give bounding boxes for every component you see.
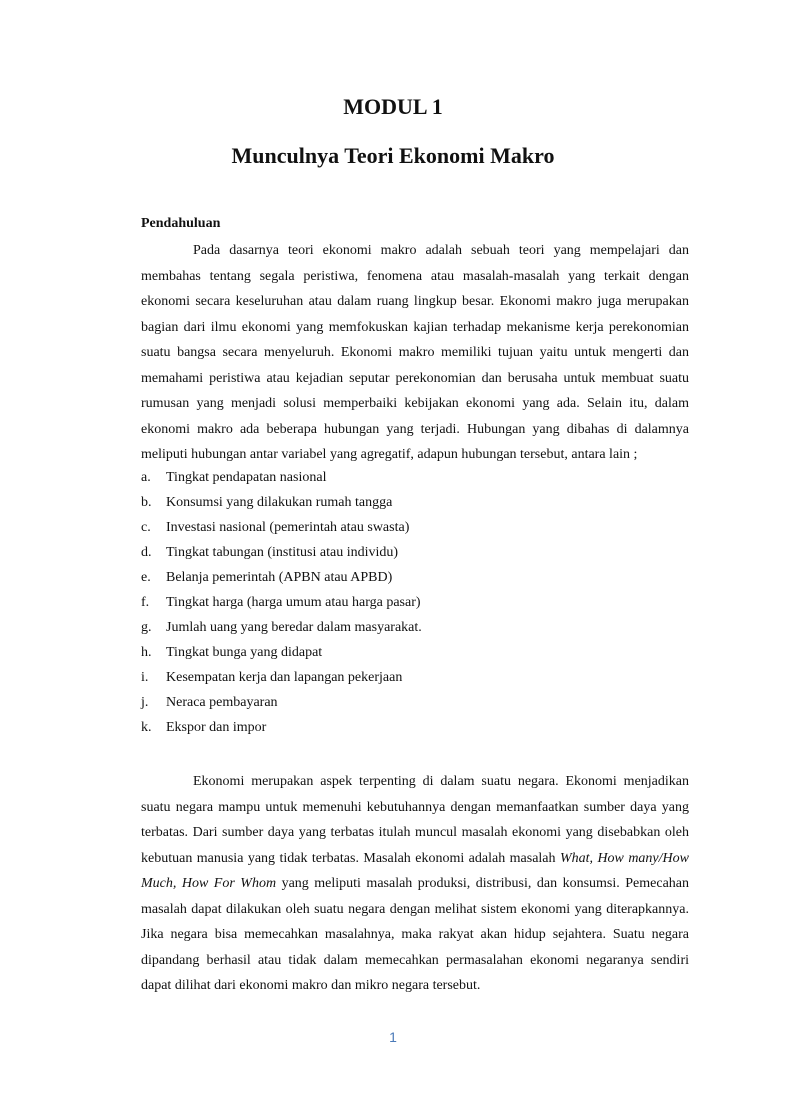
document-subtitle: Munculnya Teori Ekonomi Makro [231,143,555,168]
list-item [141,565,689,590]
variable-list [141,465,689,740]
list-item [141,590,689,615]
list-item-text: Tingkat pendapatan nasional [166,470,327,485]
document-title: MODUL 1 [343,94,443,119]
list-item-marker: f. [141,595,150,610]
list-item-marker: j. [141,695,149,710]
page-number: 1 [389,1029,397,1045]
list-item-marker: i. [141,670,149,685]
list-item-marker: e. [141,570,151,585]
list-item-text: Neraca pembayaran [166,695,278,710]
list-item-marker: a. [141,470,151,485]
list-item-marker: h. [141,645,152,660]
list-item-text: Kesempatan kerja dan lapangan pekerjaan [166,670,403,685]
list-item-text: Tingkat tabungan (institusi atau individu) [166,545,399,560]
list-item [141,690,689,715]
list-item [141,615,689,640]
list-item [141,715,689,740]
list-item-marker: d. [141,545,152,560]
list-item [141,540,689,565]
list-item-marker: k. [141,720,152,735]
list-item [141,640,689,665]
second-paragraph [141,769,689,999]
section-heading: Pendahuluan [141,216,221,231]
list-item-marker: b. [141,495,152,510]
italic-questions: What, How many/How Much, How For Whom [141,850,689,891]
paragraph-text-part: yang meliputi masalah produksi, distribusi, dan konsumsi. Pemecahan masalah dapat dilakukan oleh suatu negara dengan melihat sistem ekonomi yang diterapkannya. Jika negara bisa memecahkan masalahnya, maka rakyat akan hidup sejahtera. Suatu negara dipandang berhasil atau tidak dalam memecahkan permasalahan ekonomi negaranya sendiri dapat dilihat dari ekonomi makro dan mikro negara tersebut. [141,876,689,993]
list-item-marker: g. [141,620,152,635]
list-item [141,665,689,690]
paragraph-text-part: Ekonomi merupakan aspek terpenting di dalam suatu negara. Ekonomi menjadikan suatu negara mampu untuk memenuhi kebutuhannya dengan memanfaatkan sumber daya yang terbatas. Dari sumber daya yang terbatas itulah muncul masalah ekonomi yang disebabkan oleh kebutuan manusia yang tidak terbatas. Masalah ekonomi adalah masalah [141,774,689,866]
list-item-text: Tingkat harga (harga umum atau harga pasar) [166,595,421,610]
list-item-text: Jumlah uang yang beredar dalam masyarakat. [166,620,422,635]
list-item [141,515,689,540]
list-item-marker: c. [141,520,151,535]
list-item-text: Belanja pemerintah (APBN atau APBD) [166,570,393,585]
intro-paragraph: Pada dasarnya teori ekonomi makro adalah sebuah teori yang mempelajari dan membahas tentang segala peristiwa, fenomena atau masalah-masalah yang terkait dengan ekonomi secara keseluruhan atau dalam ruang lingkup besar. Ekonomi makro juga merupakan bagian dari ilmu ekonomi yang memfokuskan kajian terhadap mekanisme kerja perekonomian suatu bangsa secara menyeluruh. Ekonomi makro memiliki tujuan yaitu untuk mengerti dan memahami peristiwa atau kejadian seputar perekonomian dan berusaha untuk membuat suatu rumusan yang menjadi solusi memperbaiki kebijakan ekonomi yang ada. Selain itu, dalam ekonomi makro ada beberapa hubungan yang terjadi. Hubungan yang dibahas di dalamnya meliputi hubungan antar variabel yang agregatif, adapun hubungan tersebut, antara lain ; [141,243,689,462]
list-item-text: Ekspor dan impor [166,720,267,735]
list-item [141,465,689,490]
list-item-text: Investasi nasional (pemerintah atau swasta) [166,520,410,535]
list-item-text: Tingkat bunga yang didapat [166,645,323,660]
list-item [141,490,689,515]
list-item-text: Konsumsi yang dilakukan rumah tangga [166,495,393,510]
